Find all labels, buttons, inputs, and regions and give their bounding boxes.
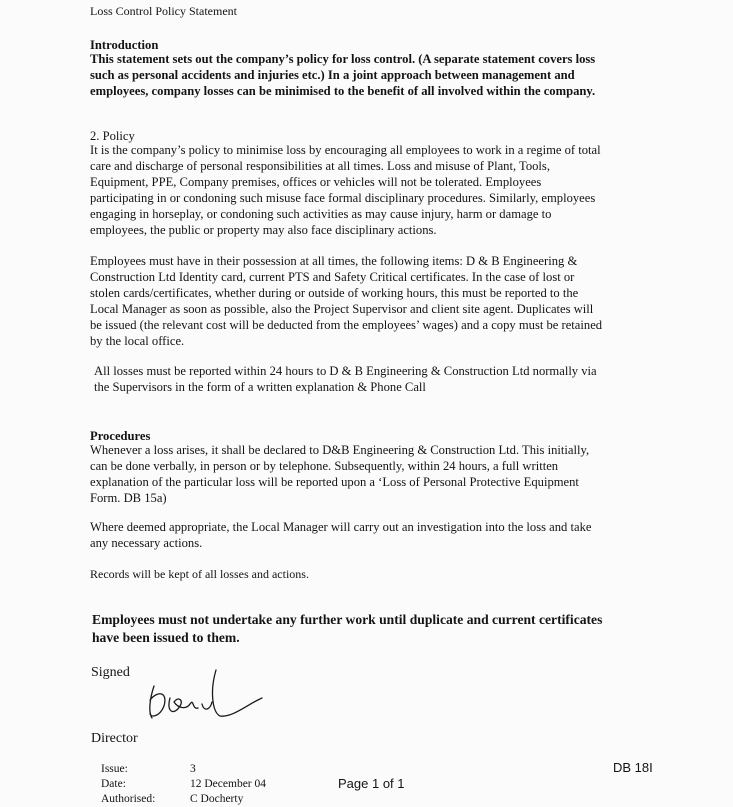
procedures-heading: Procedures — [90, 429, 151, 443]
policy-heading: 2. Policy — [90, 129, 135, 143]
policy-paragraph-3: All losses must be reported within 24 hours to D & B Engineering & Construction Ltd normally via the Supervisors in the form of a written explanation & Phone Call — [94, 364, 597, 394]
records-note: Records will be kept of all losses and actions. — [90, 567, 309, 581]
authorised-value: C Docherty — [190, 793, 244, 805]
document-title: Loss Control Policy Statement — [90, 4, 237, 18]
handwritten-signature — [140, 660, 270, 724]
procedures-paragraph-2: Where deemed appropriate, the Local Manager will carry out an investigation into the loss and take any necessary actions. — [90, 520, 592, 550]
page-number: Page 1 of 1 — [338, 776, 405, 791]
issue-label: Issue: — [101, 763, 128, 775]
introduction-heading: Introduction — [90, 38, 159, 52]
document-code: DB 18I — [613, 760, 653, 775]
signed-label: Signed — [91, 665, 130, 680]
date-label: Date: — [101, 778, 126, 790]
procedures-paragraph-1: Whenever a loss arises, it shall be declared to D&B Engineering & Construction Ltd. This initially, can be done verbally, in person or by telephone. Subsequently, within 24 hours, a full written explanation of the particular loss will be reported upon a ‘Loss of Personal Protective Equipment Form. DB 15a) — [90, 443, 590, 505]
policy-paragraph-1: It is the company’s policy to minimise loss by encouraging all employees to work in a regime of total care and discharge of personal responsibilities at all times. Loss and misuse of Plant, Tools, Equipment, PPE, Company premises, offices or vehicles will not be tolerated. Employees participating in or condoning such misuse face formal disciplinary procedures. Similarly, employees engaging in horseplay, or condoning such activities as may cause injury, harm or damage to employees, the public or property may also face disciplinary actions. — [90, 143, 601, 237]
introduction-text: This statement sets out the company’s policy for loss control. (A separate statement covers loss such as personal accidents and injuries etc.) In a joint approach between management and employees, company losses can be minimised to the benefit of all involved within the company. — [90, 52, 596, 98]
policy-paragraph-2: Employees must have in their possession at all times, the following items: D & B Engineering & Construction Ltd Identity card, current PTS and Safety Critical certificates. In the case of lost or stolen cards/certificates, whether during or outside of working hours, this must be reported to the Local Manager as soon as possible, also the Project Supervisor and client site agent. Duplicates will be issued (the relevant cost will be deducted from the employees’ wages) and a copy must be retained by the local office. — [90, 254, 603, 348]
issue-value: 3 — [190, 763, 196, 775]
warning-statement: Employees must not undertake any further work until duplicate and current certificates have been issued to them. — [92, 612, 603, 645]
director-label: Director — [91, 731, 138, 746]
date-value: 12 December 04 — [190, 778, 266, 790]
authorised-label: Authorised: — [101, 793, 156, 805]
